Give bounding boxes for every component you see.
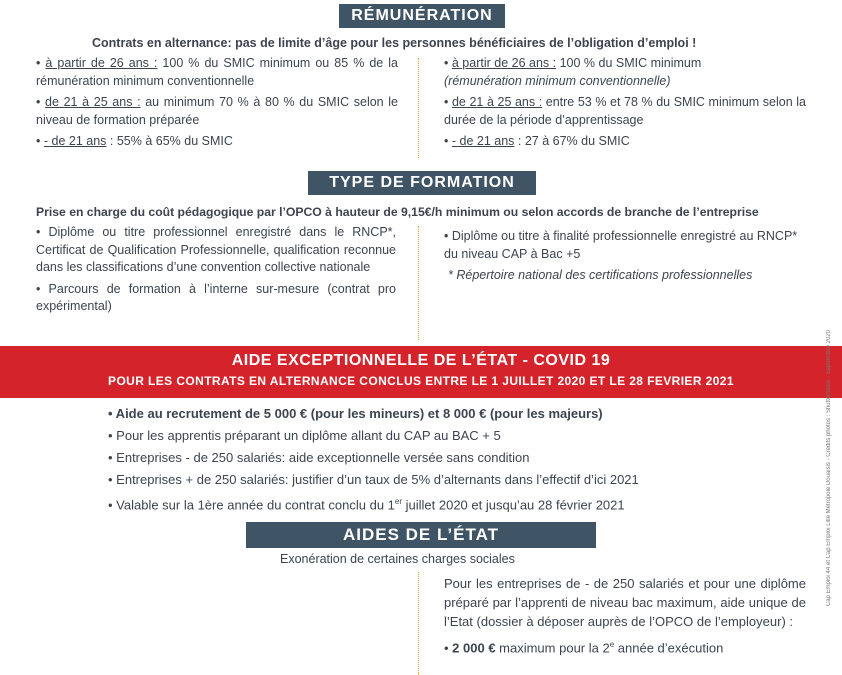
remuneration-right-column: [444, 55, 806, 155]
list-item: • Parcours de formation à l’interne sur-mesure (contrat pro expérimental): [36, 281, 396, 313]
covid-subtitle: POUR LES CONTRATS EN ALTERNANCE CONCLUS ENTRE LE 1 JUILLET 2020 ET LE 28 FEVRIER 2021: [108, 374, 734, 388]
list-item: • de 21 à 25 ans : entre 53 % et 78 % du SMIC minimum selon la durée de la période d’apprentissage: [444, 95, 806, 127]
section-header-formation: TYPE DE FORMATION: [308, 171, 536, 195]
list-item: • 2 000 € maximum pour la 2e année d’exécution: [444, 640, 724, 656]
covid-aid-list: [108, 403, 639, 516]
section-header-remuneration: RÉMUNÉRATION: [339, 4, 505, 28]
list-item: • Aide au recrutement de 5 000 € (pour les mineurs) et 8 000 € (pour les majeurs): [108, 406, 603, 421]
formation-subtitle: Prise en charge du coût pédagogique par l’OPCO à hauteur de 9,15€/h minimum ou selon accords de branche de l’entreprise: [36, 205, 759, 219]
column-divider: [418, 226, 419, 340]
list-item: • Entreprises + de 250 salariés: justifier d’un taux de 5% d’alternants dans l’effectif d’ici 2021: [108, 472, 639, 487]
list-item: • à partir de 26 ans : 100 % du SMIC minimum ou 85 % de la rémunération minimum conventionnelle: [36, 56, 398, 88]
covid-title: AIDE EXCEPTIONNELLE DE L’ÉTAT - COVID 19: [231, 352, 611, 369]
column-divider: [418, 572, 419, 675]
remuneration-subtitle: Contrats en alternance: pas de limite d’âge pour les personnes bénéficiaires de l’obligation d’emploi !: [92, 36, 697, 50]
list-item: • Valable sur la 1ère année du contrat conclu du 1er juillet 2020 et jusqu’au 28 février 2021: [108, 497, 625, 513]
list-item: • Diplôme ou titre professionnel enregistré dans le RNCP*, Certificat de Qualification Professionnelle, qualification reconnue dans les classifications d’une convention collective nationale: [36, 225, 396, 274]
footnote: * Répertoire national des certifications professionnelles: [448, 268, 753, 282]
photo-credits: Cap Emploi 44 et Cap Emploi Lille Métropole Douaisis - Crédits photos : Shutterstock - Septembre 2020: [826, 330, 832, 607]
formation-right-column: [444, 228, 814, 289]
list-item: • Entreprises - de 250 salariés: aide exceptionnelle versée sans condition: [108, 450, 530, 465]
remuneration-left-column: [36, 55, 398, 155]
list-item: • Pour les apprentis préparant un diplôme allant du CAP au BAC + 5: [108, 428, 501, 443]
list-item: • Diplôme ou titre à finalité professionnelle enregistré au RNCP* du niveau CAP à Bac +5: [444, 229, 798, 261]
covid-banner: [0, 346, 842, 398]
list-item: • - de 21 ans : 55% à 65% du SMIC: [36, 134, 233, 148]
list-item: • à partir de 26 ans : 100 % du SMIC minimum (rémunération minimum conventionnelle): [444, 56, 702, 88]
formation-left-column: [36, 224, 396, 320]
column-divider: [418, 58, 419, 158]
section-header-aides: AIDES DE L’ÉTAT: [246, 522, 596, 548]
aides-subtitle: Exonération de certaines charges sociales: [280, 552, 515, 566]
aides-description: Pour les entreprises de - de 250 salariés et pour une diplôme préparé par l’apprenti de niveau bac maximum, aide unique de l’Etat (dossier à déposer auprès de l’OPCO de l’employeur) :: [444, 576, 806, 629]
list-item: • - de 21 ans : 27 à 67% du SMIC: [444, 134, 630, 148]
list-item: • de 21 à 25 ans : au minimum 70 % à 80 % du SMIC selon le niveau de formation préparée: [36, 95, 398, 127]
aides-right-column: [444, 574, 806, 661]
